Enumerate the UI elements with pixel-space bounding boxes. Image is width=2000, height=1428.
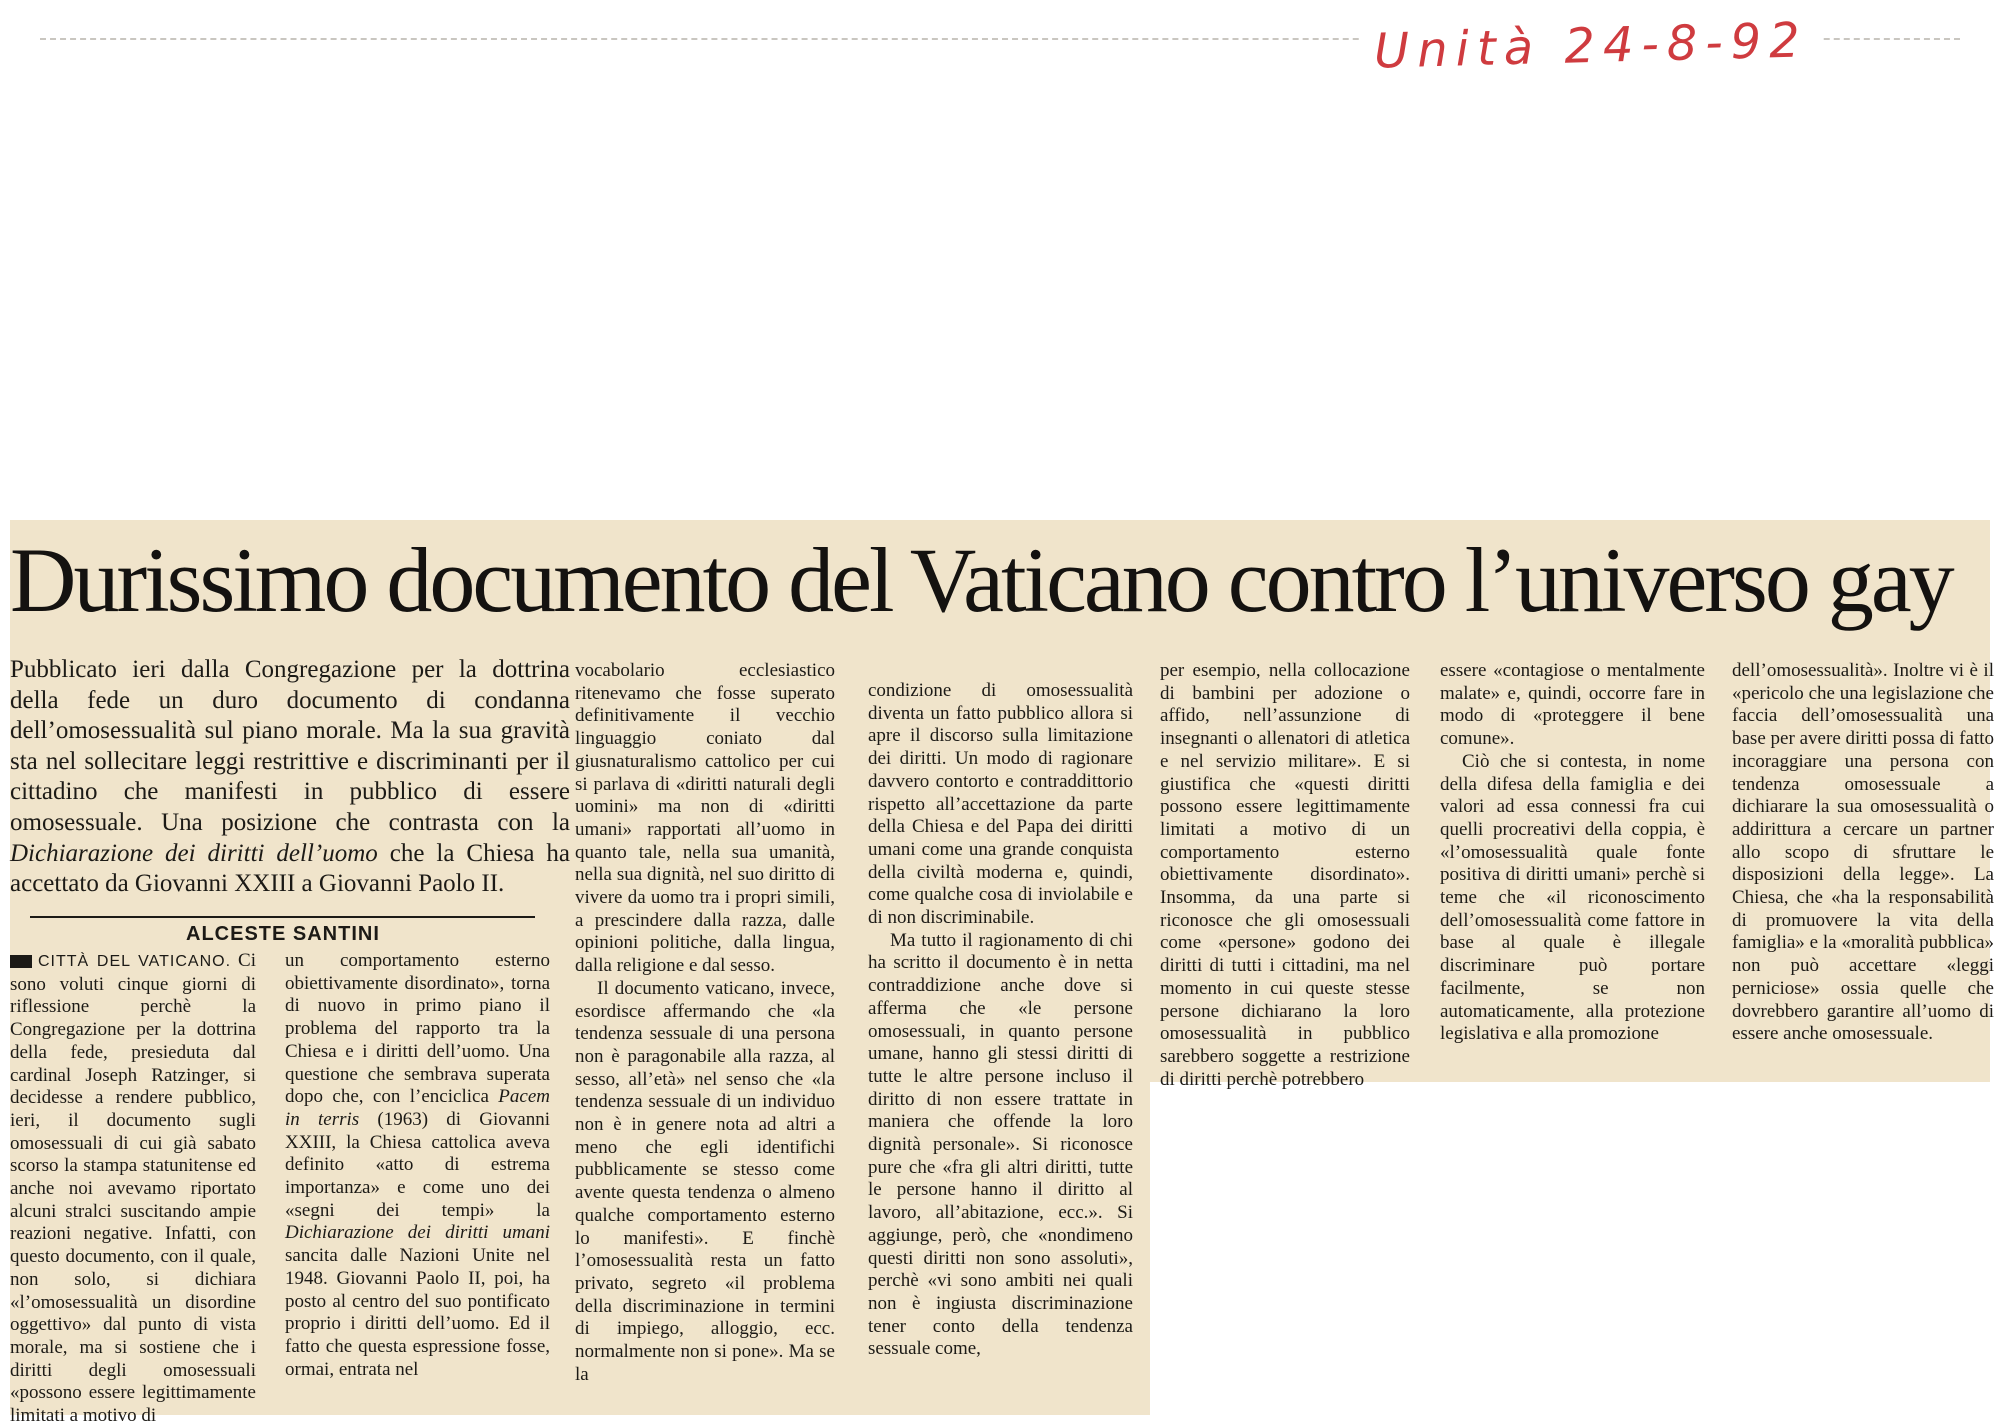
dateline-square-icon — [10, 955, 32, 968]
column-2-text-1: un comportamento esterno obiettivamente disordinato», torna di nuovo in primo piano il problema del rapporto tra la Chiesa e i diritti dell’uomo. Una questione che sembrava superata dopo che, con l’enciclica — [285, 950, 550, 1108]
article-column-2 — [285, 950, 550, 1381]
column-3-paragraph-2: Il documento vaticano, invece, esordisce affermando che «la tendenza sessuale di una persona non è paragonabile alla razza, al sesso, all’età» nel senso che «la tendenza sessuale di un individuo non è in genere nota ad altri a meno che egli identifichi pubblicamente se stesso come avente questa tendenza o almeno qualche comportamento esterno lo manifesti». E finchè l’omosessualità resta un fatto privato, segreto «il problema della discriminazione in termini di impiego, alloggio, ecc. normalmente non si pone». Ma se la — [575, 977, 835, 1385]
column-2-text-2: (1963) di Giovanni XXIII, la Chiesa cattolica aveva definito «atto di estrema importanza» e come uno dei «segni dei tempi» la — [285, 1108, 551, 1221]
column-2-italic-1: Pacem in terris — [285, 1086, 550, 1130]
lead-italic-title: Dichiarazione dei diritti dell’uomo — [10, 839, 378, 867]
column-2-text-3: sancita dalle Nazioni Unite nel 1948. Giovanni Paolo II, poi, ha posto al centro del suo pontificato proprio i diritti dell’uomo. Ed il fatto che questa espressione fosse, ormai, entrata nel — [285, 1245, 550, 1380]
column-1-text: Ci sono voluti cinque giorni di riflessione perchè la Congregazione per la dottrina della fede, presieduta dal cardinal Joseph Ratzinger, si decidesse a rendere pubblico, ieri, il documento sugli omosessuali di cui già sabato scorso la stampa statunitense ed anche noi avevamo riportato alcuni stralci suscitando ampie reazioni negative. Infatti, con questo documento, con il quale, non solo, si dichiara «l’omosessualità un disordine oggettivo» dal punto di vista morale, ma si sostiene che i diritti degli omosessuali «possono essere legittimamente limitati a motivo di — [10, 950, 256, 1427]
article-dateline: CITTÀ DEL VATICANO. — [38, 953, 232, 970]
article-lead — [10, 655, 570, 900]
column-4-paragraph-1: condizione di omosessualità diventa un fatto pubblico allora si apre il discorso sulla limitazione dei diritti. Un modo di ragionare davvero contorto e contraddittorio rispetto all’accettazione da parte della Chiesa e del Papa dei diritti umani come una grande conquista della civiltà moderna e, quindi, come qualche cosa di inviolabile e di non discriminabile. — [868, 680, 1133, 929]
byline-rule — [30, 916, 535, 918]
article-headline: Durissimo documento del Vaticano contro l’universo gay — [10, 529, 1952, 631]
lead-text-1: Pubblicato ieri dalla Congregazione per la dottrina della fede un duro documento di condanna dell’omosessualità sul piano morale. Ma la sua gravità sta nel sollecitare leggi restrittive e discriminanti per il cittadino che manifesti in pubblico di essere omosessuale. Una posizione che contrasta con la — [10, 656, 570, 836]
article-column-5 — [1160, 660, 1410, 1091]
column-6-paragraph-2: Ciò che si contesta, in nome della difesa della famiglia e dei valori ad essa connessi fra cui quelli procreativi della coppia, è «l’omosessualità quale fonte positiva di diritti umani» perchè si teme che «il riconoscimento dell’omosessualità come fattore in base al quale è illegale discriminare può portare facilmente, se non automaticamente, alla protezione legislativa e alla promozione — [1440, 750, 1705, 1045]
article-column-3 — [575, 660, 835, 1387]
newspaper-clipping — [10, 520, 1994, 1427]
lead-text-2: che la Chiesa ha accettato da Giovanni XXIII a Giovanni Paolo II. — [10, 839, 570, 898]
handwritten-source-note: Unità 24-8-92 — [1359, 12, 1822, 80]
article-column-6 — [1440, 660, 1705, 1046]
article-column-4 — [868, 680, 1133, 1361]
column-2-italic-2: Dichiarazione dei diritti umani — [285, 1222, 550, 1244]
column-4-paragraph-2: Ma tutto il ragionamento di chi ha scritto il documento è in netta contraddizione anche dove si afferma che «le persone omosessuali, in quanto persone umane, hanno gli stessi diritti di tutte le altre persone incluso il diritto di non essere trattate in maniera che offende la loro dignità personale». Si riconosce pure che «fra gli altri diritti, tutte le persone hanno il diritto al lavoro, all’abitazione, ecc.». Si aggiunge, però, che «nondimeno questi diritti non sono assoluti», perchè «vi sono ambiti nei quali non è ingiusta discriminazione tener conto della tendenza sessuale come, — [868, 929, 1133, 1360]
column-3-paragraph-1: vocabolario ecclesiastico ritenevamo che fosse superato definitivamente il vecchio linguaggio coniato dal giusnaturalismo cattolico per cui si parlava di «diritti naturali degli uomini» ma non di «diritti umani» rapportati all’uomo in quanto tale, nella sua umanità, nella sua dignità, nel suo diritto di vivere da uomo tra i propri simili, a prescindere dalla razza, dalle opinioni politiche, dalla lingua, dalla religione e dal sesso. — [575, 660, 835, 977]
column-6-paragraph-1: essere «contagiose o mentalmente malate» e, quindi, occorre fare in modo di «proteggere il bene comune». — [1440, 660, 1705, 750]
article-column-7 — [1732, 660, 1994, 1046]
column-7-paragraph-1: dell’omosessualità». Inoltre vi è il «pericolo che una legislazione che faccia dell’omosessualità una base per avere diritti possa di fatto incoraggiare una persona con tendenza omosessuale a dichiarare la sua omosessualità o addirittura a cercare un partner allo scopo di sfruttare le disposizioni della legge». La Chiesa, che «ha la responsabilità di promuovere la vita della famiglia» e la «moralità pubblica» non può accettare «leggi perniciose» ossia quelle che dovrebbero garantire all’uomo di essere anche omosessuale. — [1732, 660, 1994, 1045]
column-5-paragraph-1: per esempio, nella collocazione di bambini per adozione o affido, nell’assunzione di insegnanti o allenatori di atletica e nel servizio militare». E si giustifica che «questi diritti possono essere legittimamente limitati a motivo di un comportamento esterno obiettivamente disordinato». Insomma, da una parte si riconosce che gli omosessuali come «persone» godono dei diritti di tutti i cittadini, ma nel momento in cui queste stesse persone dichiarano la loro omosessualità in pubblico sarebbero soggette a restrizione di diritti perchè potrebbero — [1160, 660, 1410, 1090]
article-byline: ALCESTE SANTINI — [186, 923, 380, 945]
article-column-1 — [10, 950, 256, 1428]
